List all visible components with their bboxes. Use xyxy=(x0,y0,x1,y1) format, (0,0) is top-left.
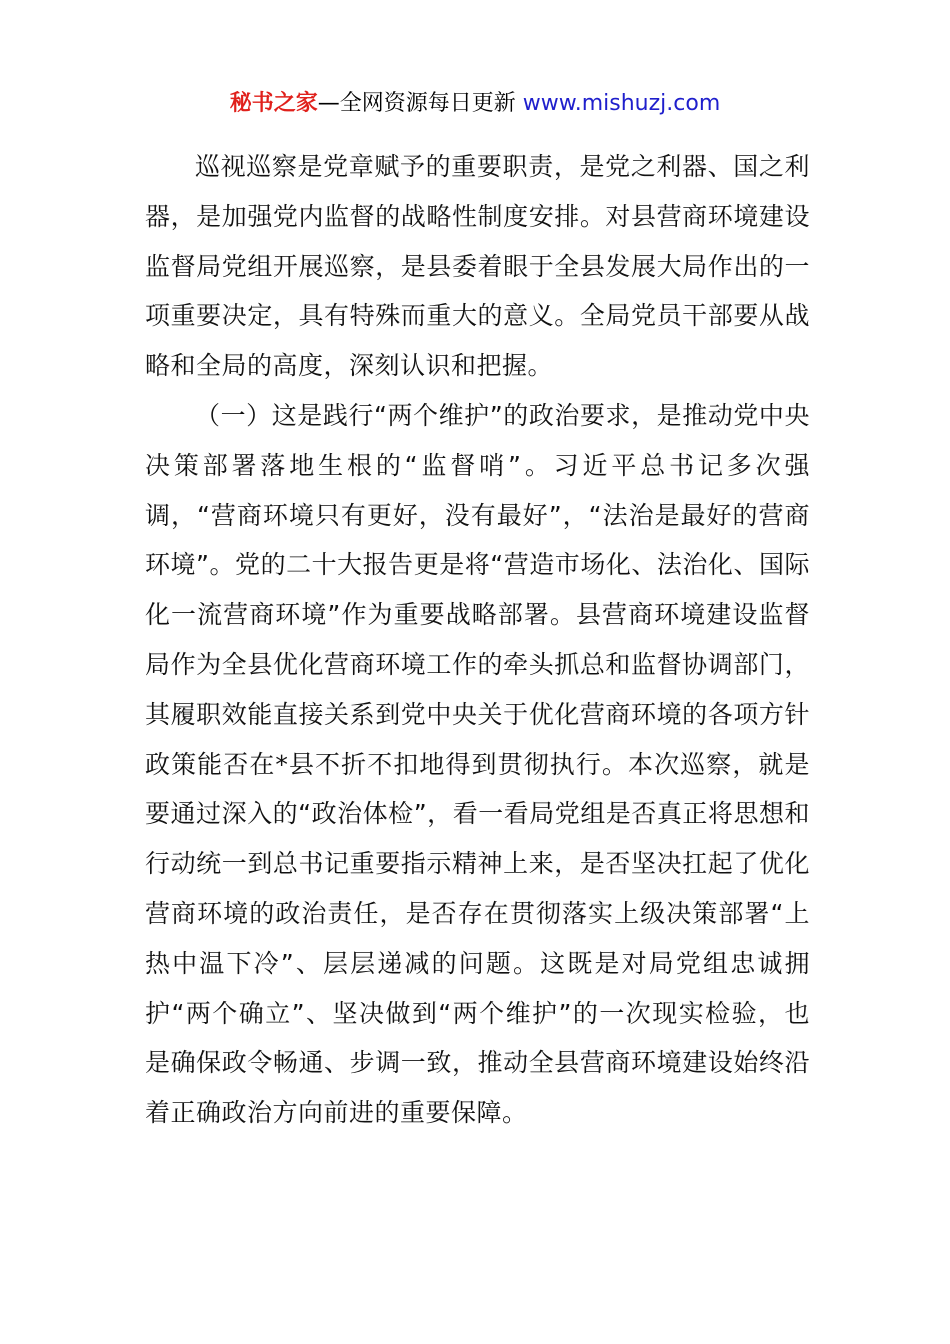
paragraph-section-one: （一）这是践行“两个维护”的政治要求，是推动党中央决策部署落地生根的“监督哨”。习近平总书记多次强调，“营商环境只有更好，没有最好”，“法治是最好的营商环境”。党的二十大报告更是将“营造市场化、法治化、国际化一流营商环境”作为重要战略部署。县营商环境建设监督局作为全县优化营商环境工作的牵头抓总和监督协调部门，其履职效能直接关系到党中央关于优化营商环境的各项方针政策能否在*县不折不扣地得到贯彻执行。本次巡察，就是要通过深入的“政治体检”，看一看局党组是否真正将思想和行动统一到总书记重要指示精神上来，是否坚决扛起了优化营商环境的政治责任，是否存在贯彻落实上级决策部署“上热中温下冷”、层层递减的问题。这既是对局党组忠诚拥护“两个确立”、坚决做到“两个维护”的一次现实检验，也是确保政令畅通、步调一致，推动全县营商环境建设始终沿着正确政治方向前进的重要保障。 xyxy=(145,400,810,1128)
site-tagline: —全网资源每日更新 xyxy=(317,91,516,116)
page-header xyxy=(0,88,950,120)
site-url-link[interactable]: www.mishuzj.com xyxy=(522,91,721,116)
document-body xyxy=(145,142,810,1138)
paragraph-intro: 巡视巡察是党章赋予的重要职责，是党之利器、国之利器，是加强党内监督的战略性制度安排。对县营商环境建设监督局党组开展巡察，是县委着眼于全县发展大局作出的一项重要决定，具有特殊而重大的意义。全局党员干部要从战略和全局的高度，深刻认识和把握。 xyxy=(145,152,810,381)
site-brand: 秘书之家 xyxy=(229,91,318,116)
